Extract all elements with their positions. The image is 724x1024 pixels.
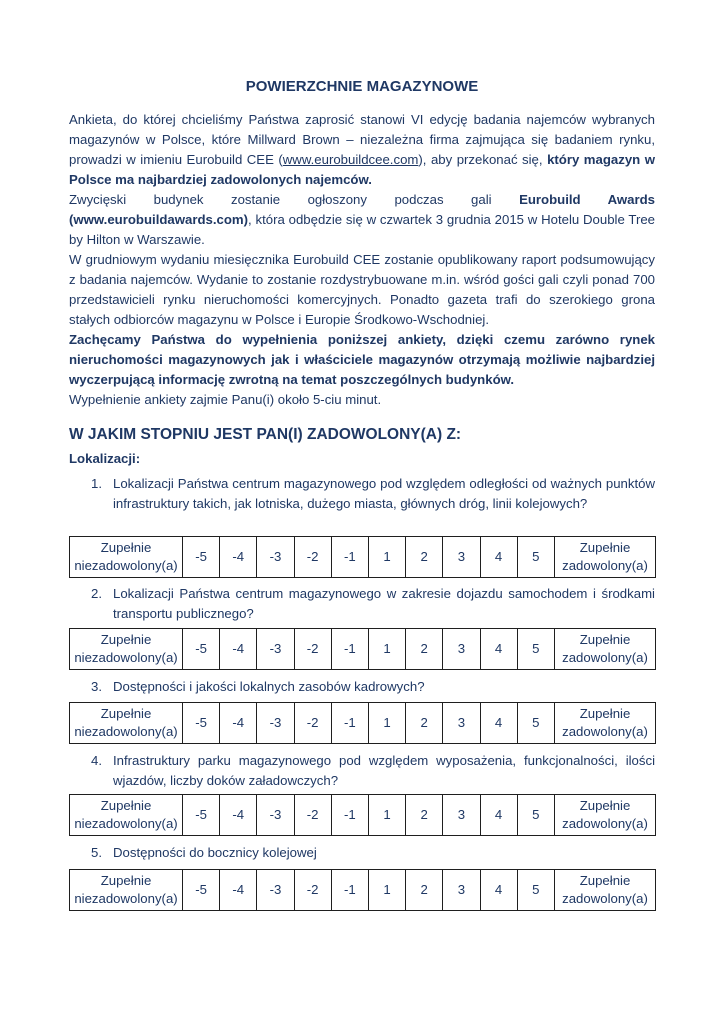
scale-option[interactable]: -3 <box>257 870 294 911</box>
eurobuildcee-link[interactable]: www.eurobuildcee.com <box>282 152 419 167</box>
scale-left-line2: niezadowolony(a) <box>74 724 178 739</box>
question-number: 3. <box>91 679 102 694</box>
scale-option[interactable]: 4 <box>480 703 517 744</box>
scale-option[interactable]: -5 <box>183 537 220 578</box>
scale-option[interactable]: -1 <box>331 795 368 836</box>
question-4 <box>91 751 655 791</box>
intro-paragraph-3: W grudniowym wydaniu miesięcznika Eurobuild CEE zostanie opublikowany raport podsumowujący z badania najemców. Wydanie to zostanie rozdystrybuowane m.in. wśród gości gali czyli ponad 700 przedstawicieli rynku nieruchomości komercyjnych. Ponadto gazeta trafi do szerokiego grona stałych odbiorców magazynu w Polsce i Europie Środkowo-Wschodniej. <box>69 252 655 327</box>
scale-left-label <box>70 537 183 578</box>
scale-option[interactable]: 2 <box>406 629 443 670</box>
scale-right-label <box>555 537 656 578</box>
intro-paragraph-5: Wypełnienie ankiety zajmie Panu(i) około 5-ciu minut. <box>69 392 382 407</box>
scale-option[interactable]: -4 <box>220 629 257 670</box>
question-number: 2. <box>91 586 102 601</box>
scale-option[interactable]: 1 <box>368 870 405 911</box>
rating-scale-5 <box>69 869 656 911</box>
intro-text: , która odbędzie się w czwartek 3 grudnia 2015 w Hotelu Double Tree by Hilton w Warszawie. <box>69 212 655 247</box>
scale-option[interactable]: -4 <box>220 703 257 744</box>
scale-option[interactable]: 4 <box>480 537 517 578</box>
scale-right-line1: Zupełnie <box>579 798 631 813</box>
intro-paragraph-4: Zachęcamy Państwa do wypełnienia poniższej ankiety, dzięki czemu zarówno rynek nieruchomości magazynowych jak i właściciele magazynów otrzymają możliwie najbardziej wyczerpującą informację zwrotną na temat poszczególnych budynków. <box>69 332 655 387</box>
scale-option[interactable]: -2 <box>294 870 331 911</box>
intro-text: Ankieta, do której chcieliśmy Państwa zaprosić stanowi VI edycję badania najemców wybranych magazynów w Polsce, które Millward Brown – niezależna firma zajmująca się badaniem rynku, prowadzi w imieniu Eurobuild CEE ( <box>69 112 655 167</box>
scale-left-label <box>70 629 183 670</box>
scale-option[interactable]: 5 <box>517 703 554 744</box>
scale-right-label <box>555 629 656 670</box>
intro-paragraph-2 <box>69 190 655 250</box>
question-number: 5. <box>91 845 102 860</box>
question-text: Dostępności i jakości lokalnych zasobów kadrowych? <box>113 679 425 694</box>
scale-option[interactable]: 3 <box>443 703 480 744</box>
scale-option[interactable]: -5 <box>183 629 220 670</box>
question-2 <box>91 584 655 624</box>
question-text: Dostępności do bocznicy kolejowej <box>113 845 317 860</box>
scale-left-label <box>70 795 183 836</box>
question-text: Lokalizacji Państwa centrum magazynowego w zakresie dojazdu samochodem i środkami transportu publicznego? <box>113 586 655 621</box>
rating-scale-3 <box>69 702 656 744</box>
intro-text: ), aby przekonać się, <box>418 152 548 167</box>
scale-option[interactable]: 5 <box>517 629 554 670</box>
section-heading: W JAKIM STOPNIU JEST PAN(I) ZADOWOLONY(A) Z: <box>69 426 462 443</box>
scale-option[interactable]: -3 <box>257 537 294 578</box>
scale-right-line2: zadowolony(a) <box>562 558 648 573</box>
scale-option[interactable]: 2 <box>406 703 443 744</box>
sub-heading: Lokalizacji: <box>69 451 141 466</box>
scale-option[interactable]: -5 <box>183 870 220 911</box>
scale-left-line1: Zupełnie <box>100 540 152 555</box>
question-3 <box>91 677 655 697</box>
scale-right-line2: zadowolony(a) <box>562 816 648 831</box>
scale-right-line2: zadowolony(a) <box>562 650 648 665</box>
scale-option[interactable]: 2 <box>406 537 443 578</box>
scale-option[interactable]: -1 <box>331 703 368 744</box>
scale-right-line1: Zupełnie <box>579 540 631 555</box>
scale-option[interactable]: -2 <box>294 629 331 670</box>
scale-option[interactable]: -4 <box>220 870 257 911</box>
scale-right-line1: Zupełnie <box>579 706 631 721</box>
eurobuild-awards-text: Eurobuild Awards (www.eurobuildawards.com) <box>69 192 656 227</box>
scale-option[interactable]: 3 <box>443 795 480 836</box>
scale-option[interactable]: 2 <box>406 795 443 836</box>
scale-left-label <box>70 870 183 911</box>
scale-left-line1: Zupełnie <box>100 706 152 721</box>
scale-right-label <box>555 795 656 836</box>
question-text: Infrastruktury parku magazynowego pod względem wyposażenia, funkcjonalności, ilości wjazdów, liczby doków załadowczych? <box>113 753 655 788</box>
question-text: Lokalizacji Państwa centrum magazynowego pod względem odległości od ważnych punktów infrastruktury takich, jak lotniska, dużego miasta, głównych dróg, linii kolejowych? <box>113 476 655 511</box>
scale-option[interactable]: -3 <box>257 629 294 670</box>
scale-option[interactable]: 2 <box>406 870 443 911</box>
intro-paragraph-1 <box>69 110 655 190</box>
scale-option[interactable]: 5 <box>517 795 554 836</box>
page-title: POWIERZCHNIE MAGAZYNOWE <box>245 78 479 95</box>
scale-option[interactable]: -4 <box>220 795 257 836</box>
scale-left-line1: Zupełnie <box>100 798 152 813</box>
rating-scale-2 <box>69 628 656 670</box>
scale-right-line1: Zupełnie <box>579 873 631 888</box>
scale-right-line2: zadowolony(a) <box>562 891 648 906</box>
scale-option[interactable]: 4 <box>480 870 517 911</box>
scale-option[interactable]: -2 <box>294 703 331 744</box>
scale-option[interactable]: -3 <box>257 795 294 836</box>
scale-right-line2: zadowolony(a) <box>562 724 648 739</box>
scale-left-line1: Zupełnie <box>100 873 152 888</box>
scale-option[interactable]: -5 <box>183 703 220 744</box>
scale-option[interactable]: 1 <box>368 795 405 836</box>
scale-option[interactable]: -2 <box>294 795 331 836</box>
question-5 <box>91 843 655 863</box>
scale-left-line1: Zupełnie <box>100 632 152 647</box>
scale-option[interactable]: -1 <box>331 870 368 911</box>
scale-right-label <box>555 870 656 911</box>
rating-scale-4 <box>69 794 656 836</box>
scale-option[interactable]: 3 <box>443 629 480 670</box>
scale-left-line2: niezadowolony(a) <box>74 650 178 665</box>
question-number: 1. <box>91 476 102 491</box>
scale-left-line2: niezadowolony(a) <box>74 558 178 573</box>
scale-left-label <box>70 703 183 744</box>
scale-option[interactable]: 1 <box>368 537 405 578</box>
scale-option[interactable]: 4 <box>480 629 517 670</box>
rating-scale-1 <box>69 536 656 578</box>
scale-option[interactable]: -1 <box>331 537 368 578</box>
scale-option[interactable]: 1 <box>368 703 405 744</box>
question-1 <box>91 474 655 514</box>
scale-option[interactable]: -3 <box>257 703 294 744</box>
scale-option[interactable]: 3 <box>443 870 480 911</box>
scale-option[interactable]: -4 <box>220 537 257 578</box>
scale-option[interactable]: 1 <box>368 629 405 670</box>
scale-option[interactable]: 3 <box>443 537 480 578</box>
question-number: 4. <box>91 753 102 768</box>
scale-option[interactable]: -1 <box>331 629 368 670</box>
scale-option[interactable]: 5 <box>517 537 554 578</box>
intro-bold-text: który magazyn w Polsce ma najbardziej zadowolonych najemców. <box>69 152 655 187</box>
scale-option[interactable]: -2 <box>294 537 331 578</box>
intro-text: Zwycięski budynek zostanie ogłoszony podczas gali <box>69 192 520 207</box>
scale-right-label <box>555 703 656 744</box>
scale-option[interactable]: 5 <box>517 870 554 911</box>
scale-option[interactable]: -5 <box>183 795 220 836</box>
scale-right-line1: Zupełnie <box>579 632 631 647</box>
scale-left-line2: niezadowolony(a) <box>74 816 178 831</box>
scale-left-line2: niezadowolony(a) <box>74 891 178 906</box>
scale-option[interactable]: 4 <box>480 795 517 836</box>
